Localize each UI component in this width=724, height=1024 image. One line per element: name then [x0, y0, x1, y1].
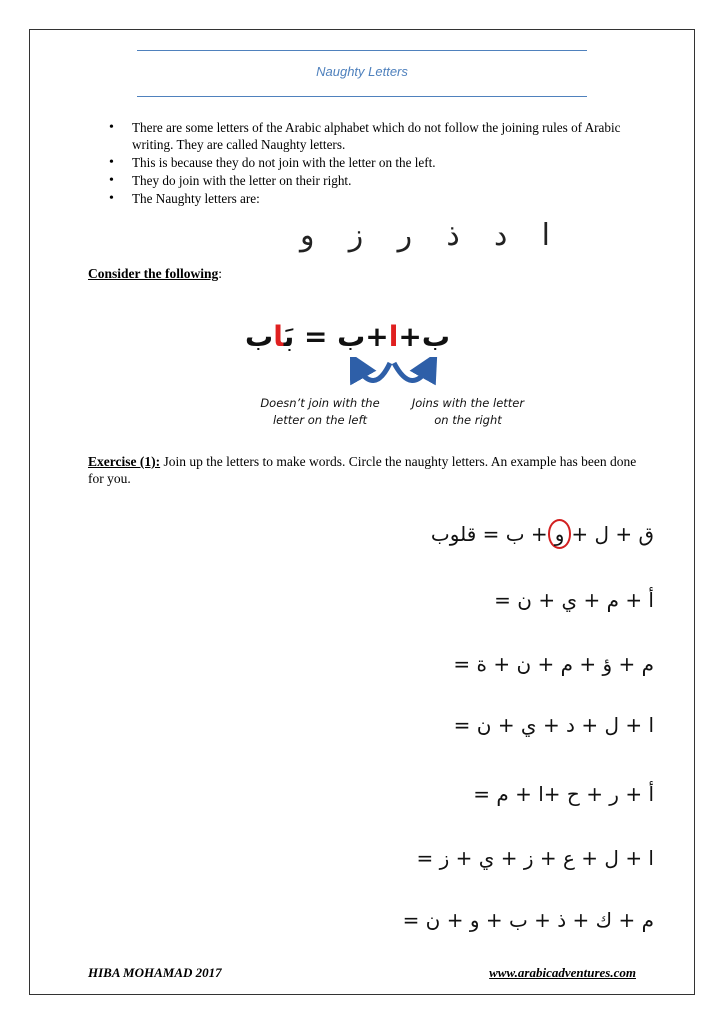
exercise-instructions	[88, 453, 648, 487]
naughty-letter: ذ	[446, 218, 460, 253]
example-part1: ب+	[398, 320, 450, 353]
exercise-row: م + ك + ذ + ب + و + ن =	[402, 908, 654, 932]
bullet-item: • There are some letters of the Arabic alphabet which do not follow the joining rules of Arabic writing. They are called Naughty letters.	[104, 119, 652, 153]
note-joins-right: Joins with the letter on the right	[411, 396, 525, 427]
title-rule-bottom	[137, 96, 587, 97]
exercise-row: م + ؤ + م + ن + ة =	[453, 652, 654, 676]
exercise-row: أ + ر + ح +ا + م =	[473, 782, 654, 806]
circled-naughty-letter: و	[548, 519, 572, 549]
consider-label: Consider the following	[88, 266, 219, 281]
exercise-label: Exercise (1):	[88, 454, 161, 469]
example-result-end: ب	[245, 320, 274, 353]
example-part2: +ب = ب	[283, 320, 389, 353]
join-arrows-icon	[350, 357, 440, 387]
title-rule-top	[137, 50, 587, 51]
consider-heading	[88, 266, 222, 282]
footer-website-link[interactable]: www.arabicadventures.com	[489, 965, 636, 980]
exercise-instruction-text: Join up the letters to make words. Circle the naughty letters. An example has been done for you.	[88, 454, 637, 486]
note-no-join-left: Doesn’t join with the letter on the left	[260, 396, 380, 427]
sample-before: ق + ل +	[571, 522, 654, 546]
naughty-letter: ز	[348, 218, 364, 253]
example-red-letter: ا	[388, 320, 399, 353]
exercise-row: ا + ل + د + ي + ن =	[453, 713, 654, 737]
consider-colon: :	[218, 266, 223, 281]
naughty-letters-row	[300, 218, 550, 253]
curved-arrow-right-icon	[394, 363, 430, 381]
exercise-row: أ + م + ي + ن =	[494, 588, 654, 612]
intro-bullet-list	[104, 119, 652, 208]
naughty-letter: ر	[397, 218, 413, 253]
bullet-item: • This is because they do not join with the letter on the left.	[104, 154, 652, 171]
exercise-sample-row	[431, 519, 654, 549]
naughty-letter: ا	[541, 218, 550, 253]
footer-author: HIBA MOHAMAD 2017	[88, 965, 222, 980]
page-title: Naughty Letters	[316, 64, 408, 79]
curved-arrow-left-icon	[356, 363, 390, 381]
naughty-letter: د	[493, 218, 508, 253]
example-result-red: َا	[273, 320, 284, 353]
example-equation	[245, 320, 450, 353]
bullet-item: • The Naughty letters are:	[104, 190, 652, 207]
bullet-item: • They do join with the letter on their right.	[104, 172, 652, 189]
naughty-letter: و	[300, 218, 315, 253]
exercise-row: ا + ل + ع + ز + ي + ز =	[416, 846, 654, 870]
sample-after: + ب = قلوب	[430, 522, 548, 546]
